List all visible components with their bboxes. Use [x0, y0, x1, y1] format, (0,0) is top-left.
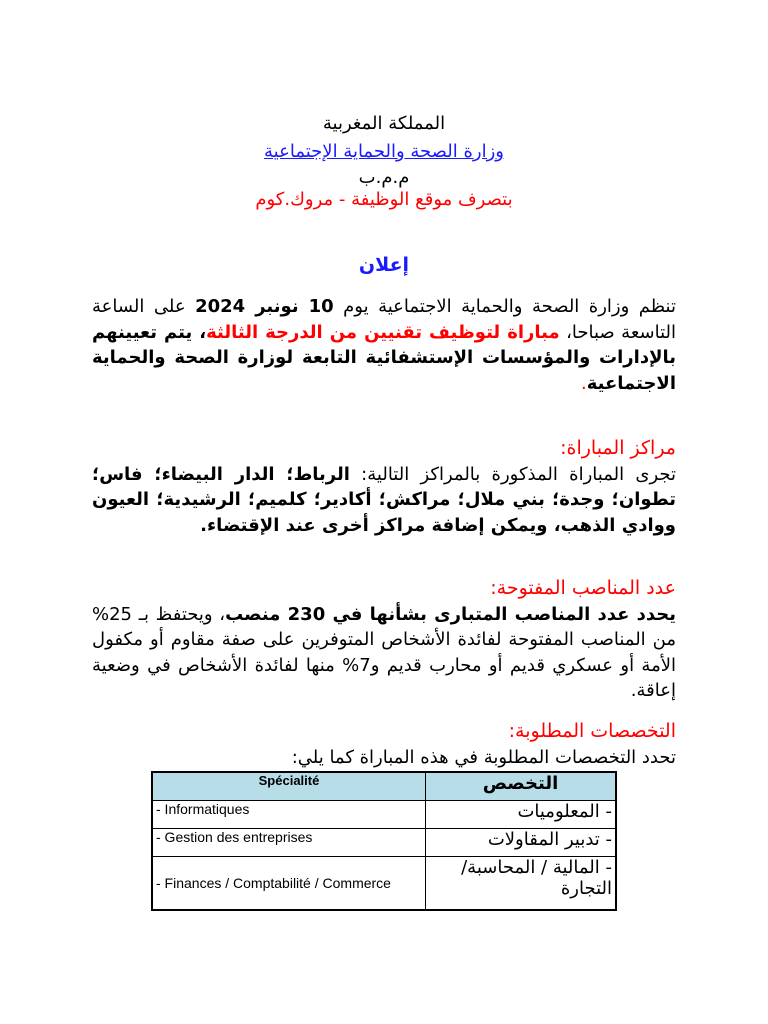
- table-header-row: [152, 772, 616, 801]
- specialty-ar: - المالية / المحاسبة/ التجارة: [426, 857, 617, 911]
- centers-paragraph: [92, 462, 676, 539]
- ministry-abbreviation: م.م.ب: [358, 167, 410, 188]
- contest-date: 10 نونبر 2024: [195, 296, 334, 317]
- posts-count: يحدد عدد المناصب المتبارى بشأنها في 230 منصب: [225, 603, 676, 625]
- column-header-specialite: Spécialité: [152, 772, 426, 801]
- kingdom-title: المملكة المغربية: [322, 113, 446, 134]
- intro-text-1: تنظم وزارة الصحة والحماية الاجتماعية يوم: [333, 296, 676, 317]
- posts-heading: عدد المناصب المفتوحة:: [490, 577, 676, 599]
- specialties-table: [151, 771, 617, 911]
- specialties-heading: التخصصات المطلوبة:: [508, 720, 676, 742]
- centers-cities: الرباط؛ الدار البيضاء؛ فاس؛ تطوان؛ وجدة؛ بني ملال؛ مراكش؛ أكادير؛ كلميم؛ الرشيدية؛ العيون ووادي الذهب، ويمكن إضافة مراكز أخرى عند الإقتضاء.: [92, 463, 676, 536]
- intro-text-2: على الساعة التاسعة صباحا،: [92, 296, 676, 343]
- specialty-fr: - Informatiques: [152, 801, 426, 829]
- contest-title: مباراة لتوظيف تقنيين من الدرجة الثالثة: [206, 321, 560, 343]
- table-row: [152, 829, 616, 857]
- column-header-takhassus: التخصص: [426, 772, 617, 801]
- source-credit: بتصرف موقع الوظيفة - مروك.كوم: [255, 189, 513, 210]
- posts-section: [92, 576, 676, 704]
- specialty-ar: - المعلوميات: [426, 801, 617, 829]
- specialties-intro: تحدد التخصصات المطلوبة في هذه المباراة كما يلي:: [291, 746, 676, 768]
- centers-text: تجرى المباراة المذكورة بالمراكز التالية:: [349, 463, 676, 485]
- specialty-fr: - Gestion des entreprises: [152, 829, 426, 857]
- posts-details: ، ويحتفظ بـ 25% من المناصب المفتوحة لفائدة الأشخاص المتوفرين على صفة مقاوم أو مكفول الأمة أو عسكري قديم أو محارب قديم و7% منها لفائدة الأشخاص في وضعية إعاقة.: [92, 603, 676, 701]
- announcement-title: إعلان: [358, 254, 410, 276]
- centers-heading: مراكز المباراة:: [560, 437, 676, 459]
- specialties-section: [92, 719, 676, 770]
- ministry-link[interactable]: وزارة الصحة والحماية الإجتماعية: [264, 141, 504, 162]
- intro-paragraph: [92, 294, 676, 396]
- specialty-ar: - تدبير المقاولات: [426, 829, 617, 857]
- table-row: [152, 801, 616, 829]
- centers-section: [92, 436, 676, 538]
- posts-paragraph: [92, 602, 676, 704]
- intro-period: .: [580, 372, 587, 394]
- specialty-fr: - Finances / Comptabilité / Commerce: [152, 857, 426, 911]
- intro-text-3: ، يتم تعيينهم بالإدارات والمؤسسات الإستشفائية التابعة لوزارة الصحة والحماية الاجتماعية: [92, 321, 676, 394]
- table-row: [152, 857, 616, 911]
